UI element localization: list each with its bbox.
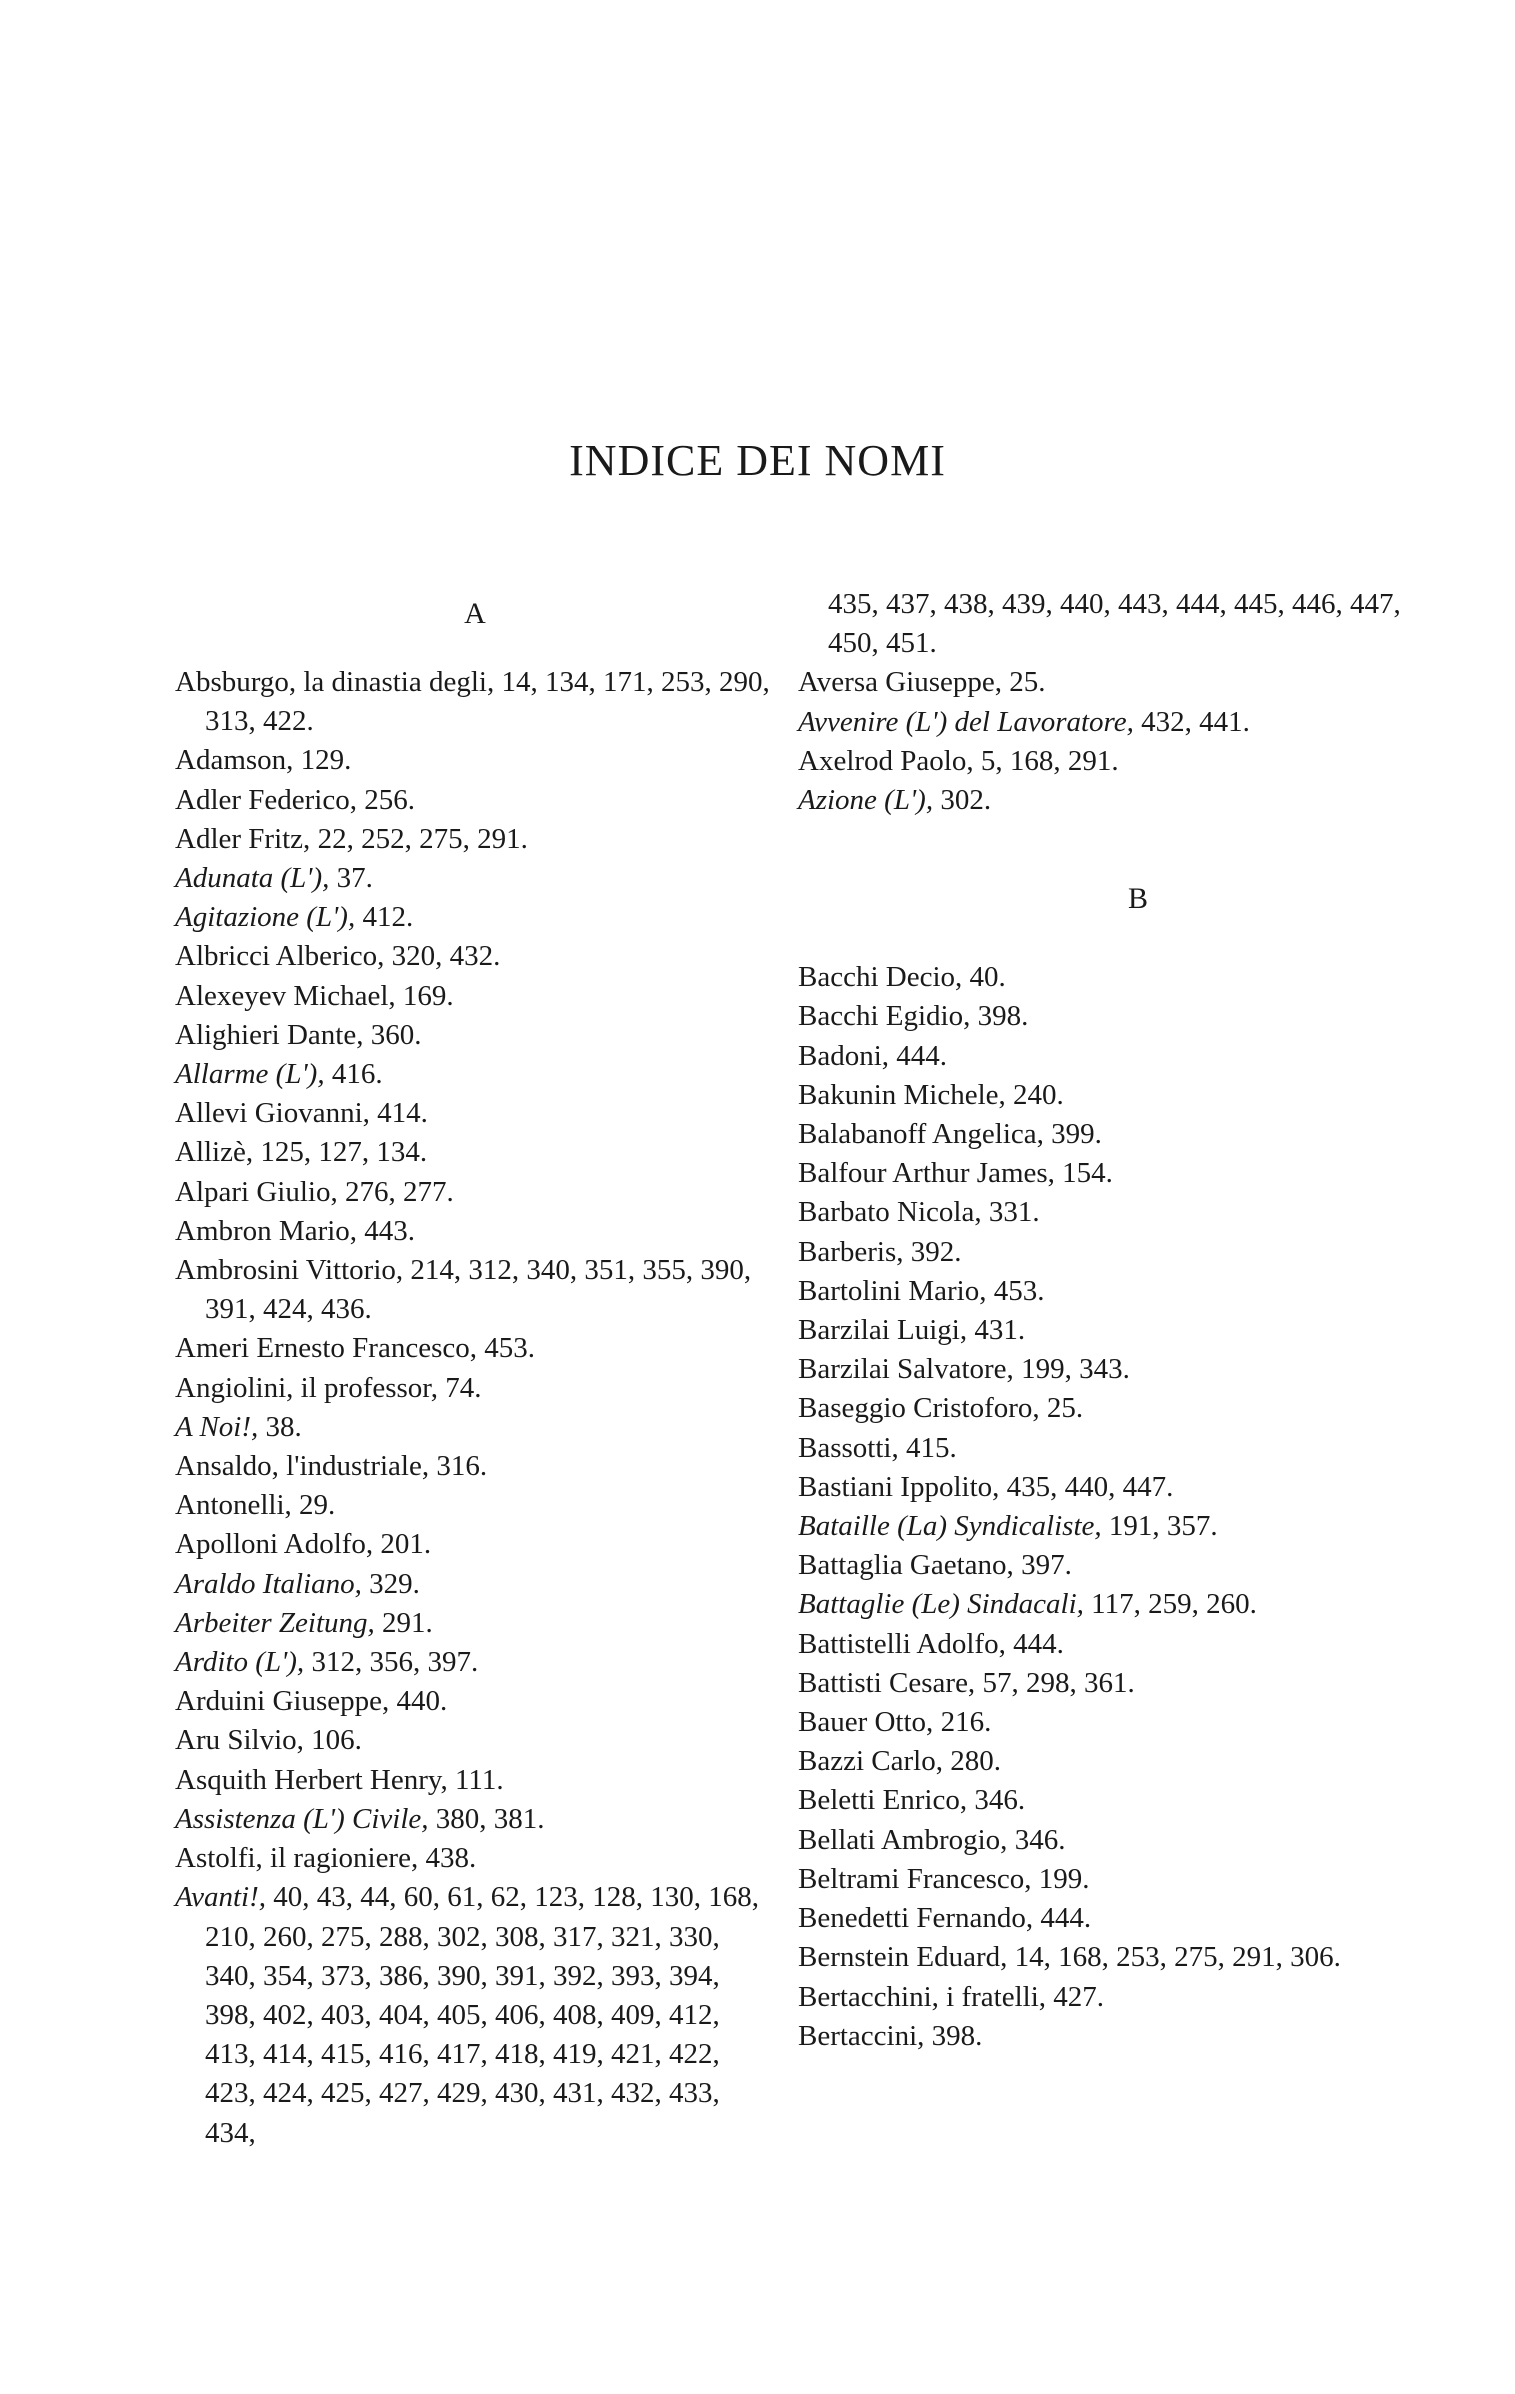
entry-pages: 412. bbox=[362, 901, 414, 934]
entry-pages: 316. bbox=[436, 1450, 488, 1483]
entry-name: Avvenire (L') del Lavoratore, bbox=[798, 705, 1134, 738]
entry-pages: 117, 259, 260. bbox=[1091, 1588, 1257, 1621]
index-entry bbox=[798, 1978, 1418, 2017]
index-entry bbox=[175, 1643, 775, 1682]
index-entry bbox=[175, 1173, 775, 1212]
index-entry bbox=[798, 1938, 1418, 1977]
index-entry bbox=[798, 1507, 1418, 1546]
index-entry bbox=[798, 1821, 1418, 1860]
index-entry bbox=[175, 1604, 775, 1643]
index-column-left bbox=[175, 585, 775, 2153]
entry-name: Axelrod Paolo, bbox=[798, 744, 974, 777]
entry-name: Battisti Cesare, bbox=[798, 1666, 976, 1699]
entry-name: Adler Fritz, bbox=[175, 822, 311, 855]
entry-name: Allevi Giovanni, bbox=[175, 1097, 370, 1130]
entry-name: Bertaccini, bbox=[798, 2019, 925, 2052]
entry-name: Bacchi Decio, bbox=[798, 961, 963, 994]
index-entry bbox=[175, 741, 775, 780]
index-entry bbox=[798, 1742, 1418, 1781]
entry-pages: 22, 252, 275, 291. bbox=[317, 822, 528, 855]
index-entry bbox=[175, 781, 775, 820]
entry-pages: 214, 312, 340, 351, 355, 390, 391, 424, 436. bbox=[205, 1254, 752, 1326]
entry-list-b bbox=[798, 958, 1418, 2056]
index-column-right bbox=[798, 585, 1418, 2056]
index-entry bbox=[175, 1486, 775, 1525]
entry-pages: 438. bbox=[425, 1842, 477, 1875]
index-entry bbox=[175, 663, 775, 741]
entry-pages: 129. bbox=[300, 744, 352, 777]
index-entry bbox=[175, 1682, 775, 1721]
index-entry bbox=[798, 1625, 1418, 1664]
index-entry bbox=[175, 1800, 775, 1839]
entry-name: Asquith Herbert Henry, bbox=[175, 1763, 448, 1796]
index-entry bbox=[175, 1251, 775, 1329]
entry-name: A Noi!, bbox=[175, 1410, 259, 1443]
entry-name: Bauer Otto, bbox=[798, 1706, 934, 1739]
entry-name: Bataille (La) Syndicaliste, bbox=[798, 1510, 1102, 1543]
entry-pages: 14, 134, 171, 253, 290, 313, 422. bbox=[205, 666, 770, 738]
entry-name: Adunata (L'), bbox=[175, 862, 330, 895]
entry-name: Bastiani Ippolito, bbox=[798, 1470, 1000, 1503]
entry-pages: 5, 168, 291. bbox=[980, 744, 1119, 777]
entry-name: Ardito (L'), bbox=[175, 1646, 305, 1679]
entry-name: Alighieri Dante, bbox=[175, 1018, 364, 1051]
entry-pages: 276, 277. bbox=[344, 1175, 454, 1208]
index-entry bbox=[798, 1154, 1418, 1193]
entry-name: Absburgo, la dinastia degli, bbox=[175, 666, 495, 698]
page-title: INDICE DEI NOMI bbox=[569, 436, 946, 485]
entry-pages: 302. bbox=[940, 784, 992, 817]
entry-name: Aversa Giuseppe, bbox=[798, 666, 1003, 699]
entry-name: Bellati Ambrogio, bbox=[798, 1823, 1008, 1856]
entry-name: Azione (L'), bbox=[798, 784, 934, 817]
entry-pages: 154. bbox=[1062, 1157, 1113, 1190]
entry-name: Avanti!, bbox=[175, 1881, 267, 1914]
entry-pages: 169. bbox=[402, 979, 454, 1012]
entry-pages: 25. bbox=[1009, 666, 1046, 699]
entry-name: Albricci Alberico, bbox=[175, 940, 385, 973]
index-entry bbox=[798, 1703, 1418, 1742]
index-entry bbox=[175, 1094, 775, 1133]
index-entry bbox=[798, 1076, 1418, 1115]
index-entry bbox=[175, 1212, 775, 1251]
entry-name: Beletti Enrico, bbox=[798, 1784, 968, 1817]
index-entry bbox=[798, 781, 1418, 820]
entry-name: Baseggio Cristoforo, bbox=[798, 1392, 1040, 1425]
entry-pages: 106. bbox=[311, 1724, 362, 1757]
entry-name: Arduini Giuseppe, bbox=[175, 1685, 390, 1718]
index-entry bbox=[175, 1447, 775, 1486]
entry-name: Barzilai Luigi, bbox=[798, 1314, 968, 1347]
entry-pages: 199, 343. bbox=[1021, 1353, 1130, 1386]
index-entry bbox=[798, 663, 1418, 702]
entry-name: Alexeyev Michael, bbox=[175, 979, 396, 1012]
entry-pages: 380, 381. bbox=[435, 1802, 545, 1835]
index-entry bbox=[798, 1468, 1418, 1507]
index-entry bbox=[175, 977, 775, 1016]
entry-pages: 397. bbox=[1021, 1549, 1072, 1582]
entry-pages: 201. bbox=[380, 1528, 432, 1561]
entry-pages: 398. bbox=[977, 1000, 1029, 1033]
index-entry bbox=[798, 1781, 1418, 1820]
entry-pages: 37. bbox=[336, 862, 373, 895]
entry-name: Astolfi, il ragioniere, bbox=[175, 1842, 419, 1875]
entry-name: Adler Federico, bbox=[175, 783, 357, 816]
entry-name: Badoni, bbox=[798, 1039, 890, 1072]
entry-list-a bbox=[175, 663, 775, 2153]
entry-name: Barbato Nicola, bbox=[798, 1196, 982, 1229]
entry-name: Agitazione (L'), bbox=[175, 901, 356, 934]
entry-name: Angiolini, il professor, bbox=[175, 1371, 439, 1404]
entry-name: Ambron Mario, bbox=[175, 1214, 358, 1247]
entry-name: Allizè, bbox=[175, 1136, 254, 1169]
entry-pages: 444. bbox=[1040, 1902, 1092, 1935]
section-letter-b: B bbox=[1127, 882, 1148, 916]
index-entry bbox=[798, 1860, 1418, 1899]
index-entry bbox=[175, 1878, 775, 2152]
entry-pages: 216. bbox=[940, 1706, 992, 1739]
entry-list-a-continued bbox=[798, 663, 1418, 820]
entry-name: Assistenza (L') Civile, bbox=[175, 1802, 429, 1835]
entry-pages: 40. bbox=[969, 961, 1006, 994]
entry-pages: 432, 441. bbox=[1141, 705, 1250, 738]
index-entry bbox=[798, 1585, 1418, 1624]
index-entry bbox=[798, 1193, 1418, 1232]
entry-pages: 38. bbox=[265, 1410, 302, 1443]
entry-name: Battaglie (Le) Sindacali, bbox=[798, 1588, 1084, 1621]
entry-pages: 453. bbox=[484, 1332, 535, 1365]
entry-pages: 392. bbox=[910, 1235, 962, 1268]
index-entry bbox=[798, 1429, 1418, 1468]
entry-pages: 399. bbox=[1051, 1118, 1102, 1151]
index-entry bbox=[175, 1525, 775, 1564]
entry-name: Allarme (L'), bbox=[175, 1058, 325, 1091]
entry-name: Antonelli, bbox=[175, 1489, 292, 1522]
entry-pages: 414. bbox=[377, 1097, 428, 1130]
entry-pages: 111. bbox=[455, 1763, 504, 1796]
entry-name: Adamson, bbox=[175, 744, 294, 777]
index-entry bbox=[798, 1037, 1418, 1076]
entry-name: Araldo Italiano, bbox=[175, 1567, 362, 1600]
entry-pages: 346. bbox=[1014, 1823, 1066, 1856]
entry-pages: 416. bbox=[331, 1058, 383, 1091]
index-entry bbox=[798, 1899, 1418, 1938]
index-entry bbox=[175, 1016, 775, 1055]
entry-pages: 29. bbox=[299, 1489, 336, 1522]
entry-pages: 444. bbox=[896, 1039, 948, 1072]
entry-pages: 431. bbox=[974, 1314, 1026, 1347]
entry-name: Bakunin Michele, bbox=[798, 1078, 1006, 1111]
index-entry bbox=[175, 1055, 775, 1094]
entry-pages: 256. bbox=[364, 783, 415, 816]
index-entry bbox=[798, 1272, 1418, 1311]
entry-pages: 329. bbox=[369, 1567, 420, 1600]
index-entry bbox=[798, 1233, 1418, 1272]
index-entry bbox=[798, 1350, 1418, 1389]
index-entry bbox=[798, 1546, 1418, 1585]
continuation-pages: 435, 437, 438, 439, 440, 443, 444, 445, 446, 447, 450, 451. bbox=[828, 588, 1401, 660]
index-entry bbox=[798, 1115, 1418, 1154]
entry-pages: 360. bbox=[370, 1018, 422, 1051]
entry-pages: 125, 127, 134. bbox=[260, 1136, 428, 1169]
entry-name: Bertacchini, i fratelli, bbox=[798, 1980, 1047, 2013]
entry-name: Balabanoff Angelica, bbox=[798, 1118, 1044, 1151]
entry-pages: 240. bbox=[1013, 1078, 1064, 1111]
entry-pages: 25. bbox=[1046, 1392, 1084, 1425]
index-entry bbox=[175, 1839, 775, 1878]
entry-name: Bazzi Carlo, bbox=[798, 1745, 943, 1778]
index-entry bbox=[798, 997, 1418, 1036]
entry-pages: 291. bbox=[382, 1606, 433, 1639]
entry-pages: 57, 298, 361. bbox=[982, 1666, 1135, 1699]
entry-pages: 398. bbox=[931, 2019, 983, 2052]
entry-name: Bacchi Egidio, bbox=[798, 1000, 971, 1033]
index-entry bbox=[175, 859, 775, 898]
entry-pages: 443. bbox=[364, 1214, 416, 1247]
entry-name: Battaglia Gaetano, bbox=[798, 1549, 1014, 1582]
entry-name: Beltrami Francesco, bbox=[798, 1862, 1032, 1895]
entry-name: Apolloni Adolfo, bbox=[175, 1528, 374, 1561]
entry-name: Battistelli Adolfo, bbox=[798, 1627, 1006, 1660]
index-entry bbox=[798, 1389, 1418, 1428]
entry-name: Benedetti Fernando, bbox=[798, 1902, 1034, 1935]
entry-pages: 415. bbox=[905, 1431, 957, 1464]
index-entry bbox=[798, 742, 1418, 781]
index-entry bbox=[175, 1761, 775, 1800]
entry-pages: 280. bbox=[950, 1745, 1001, 1778]
index-entry bbox=[175, 1329, 775, 1368]
index-entry bbox=[798, 703, 1418, 742]
entry-name: Ansaldo, l'industriale, bbox=[175, 1450, 430, 1483]
entry-pages: 14, 168, 253, 275, 291, 306. bbox=[1014, 1941, 1341, 1974]
index-entry bbox=[798, 1311, 1418, 1350]
entry-pages: 40, 43, 44, 60, 61, 62, 123, 128, 130, 168, 210, 260, 275, 288, 302, 308, 317, 321, 330, 340, 354, 373, 386, 390, 391, 392, 393, 394, 398, 402, 403, 404, 405, 406, 408, 409, 412, 413, 414, 415, 416, 417, 418, 419, 421, 422, 423, 424, 425, 427, 429, 430, 431, 432, 433, 434, bbox=[205, 1881, 760, 2149]
entry-pages: 331. bbox=[988, 1196, 1040, 1229]
index-entry bbox=[175, 1721, 775, 1760]
index-entry bbox=[175, 820, 775, 859]
entry-pages: 320, 432. bbox=[391, 940, 501, 973]
entry-name: Bassotti, bbox=[798, 1431, 899, 1464]
section-letter-a: A bbox=[464, 597, 486, 630]
entry-pages: 191, 357. bbox=[1108, 1510, 1218, 1543]
entry-name: Bernstein Eduard, bbox=[798, 1941, 1008, 1974]
entry-pages: 440. bbox=[396, 1685, 448, 1718]
entry-name: Barzilai Salvatore, bbox=[798, 1353, 1014, 1386]
index-entry bbox=[798, 958, 1418, 997]
index-entry bbox=[175, 937, 775, 976]
index-entry bbox=[175, 898, 775, 937]
index-entry bbox=[798, 1664, 1418, 1703]
index-entry bbox=[175, 1565, 775, 1604]
entry-name: Bartolini Mario, bbox=[798, 1274, 987, 1307]
entry-pages: 427. bbox=[1053, 1980, 1105, 2013]
entry-name: Ambrosini Vittorio, bbox=[175, 1254, 404, 1287]
entry-pages: 199. bbox=[1038, 1862, 1090, 1895]
entry-name: Arbeiter Zeitung, bbox=[175, 1606, 375, 1639]
entry-pages: 453. bbox=[993, 1274, 1045, 1307]
entry-name: Alpari Giulio, bbox=[175, 1175, 338, 1208]
entry-pages: 435, 440, 447. bbox=[1006, 1470, 1174, 1503]
entry-name: Aru Silvio, bbox=[175, 1724, 304, 1757]
entry-pages: 444. bbox=[1013, 1627, 1064, 1660]
index-entry bbox=[175, 1133, 775, 1172]
entry-pages: 346. bbox=[974, 1784, 1026, 1817]
entry-name: Balfour Arthur James, bbox=[798, 1157, 1055, 1190]
entry-name: Ameri Ernesto Francesco, bbox=[175, 1332, 477, 1365]
entry-pages: 74. bbox=[445, 1371, 482, 1404]
index-entry bbox=[175, 1408, 775, 1447]
index-entry bbox=[175, 1369, 775, 1408]
index-entry bbox=[798, 2017, 1418, 2056]
entry-name: Barberis, bbox=[798, 1235, 904, 1268]
entry-pages: 312, 356, 397. bbox=[311, 1646, 479, 1679]
